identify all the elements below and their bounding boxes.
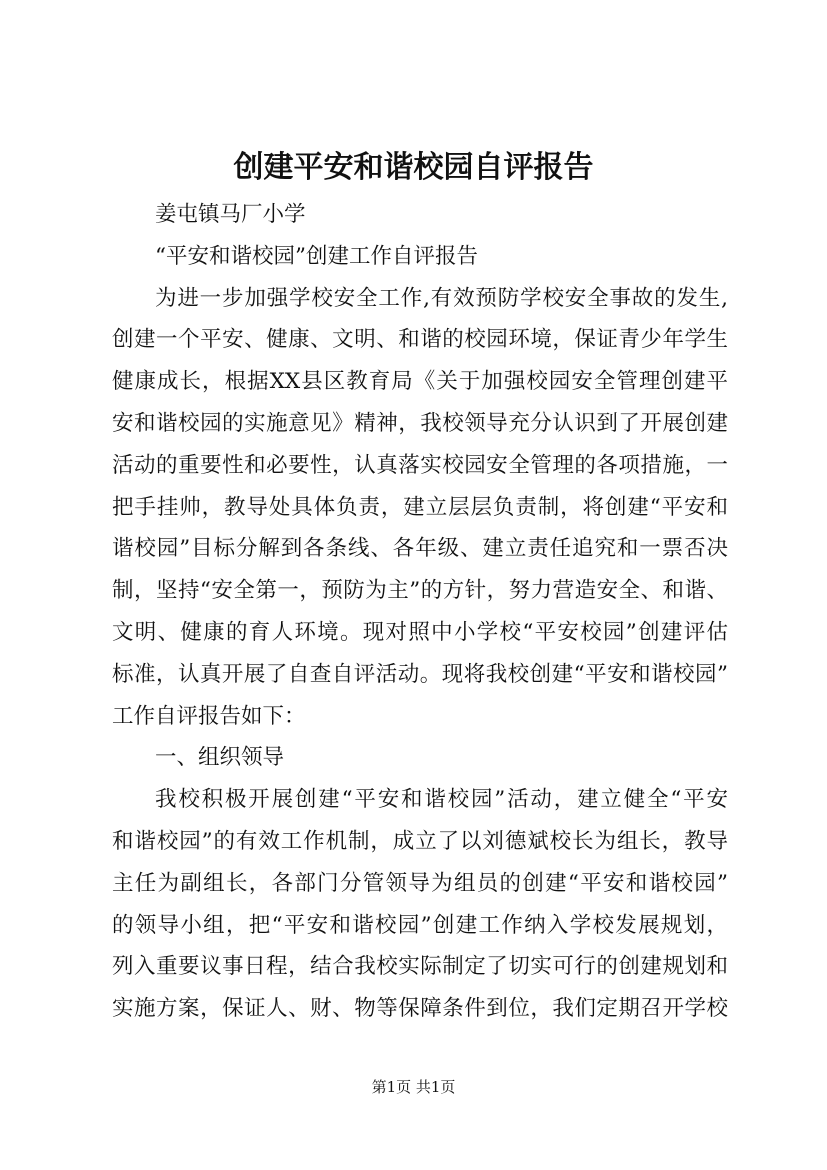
body-line: “平安和谐校园”创建工作自评报告 (155, 243, 478, 269)
document-body (112, 194, 728, 1030)
body-line: 创建一个平安、健康、文明、和谐的校园环境，保证青少年学生 (112, 327, 728, 353)
body-line: 标准，认真开展了自查自评活动。现将我校创建“平安和谐校园” (112, 661, 728, 687)
body-line: 谐校园”目标分解到各条线、各年级、建立责任追究和一票否决 (112, 536, 728, 562)
body-line: 我校积极开展创建“平安和谐校园”活动，建立健全“平安 (155, 787, 728, 813)
body-line: 工作自评报告如下： (112, 703, 306, 729)
section-heading: 一、组织领导 (155, 745, 285, 771)
body-line: 文明、健康的育人环境。现对照中小学校“平安校园”创建评估 (112, 619, 728, 645)
document-title: 创建平安和谐校园自评报告 (233, 150, 594, 185)
body-line: 健康成长，根据XX县区教育局《关于加强校园安全管理创建平 (112, 369, 728, 395)
page-footer: 第1页 共1页 (371, 1078, 456, 1096)
body-line: 活动的重要性和必要性，认真落实校园安全管理的各项措施，一 (112, 452, 728, 478)
body-line: 姜屯镇马厂小学 (155, 202, 306, 227)
body-line: 为进一步加强学校安全工作,有效预防学校安全事故的发生, (155, 285, 728, 311)
body-line: 的领导小组，把“平安和谐校园”创建工作纳入学校发展规划， (112, 912, 728, 938)
body-line: 制，坚持“安全第一，预防为主”的方针，努力营造安全、和谐、 (112, 578, 728, 604)
body-line: 列入重要议事日程，结合我校实际制定了切实可行的创建规划和 (112, 954, 728, 980)
body-line: 实施方案，保证人、财、物等保障条件到位，我们定期召开学校 (112, 996, 728, 1022)
body-line: 把手挂帅，教导处具体负责，建立层层负责制，将创建“平安和 (112, 494, 728, 520)
body-line: 主任为副组长，各部门分管领导为组员的创建“平安和谐校园” (112, 870, 728, 896)
body-line: 安和谐校园的实施意见》精神，我校领导充分认识到了开展创建 (112, 410, 728, 436)
body-line: 和谐校园”的有效工作机制，成立了以刘德斌校长为组长，教导 (112, 828, 728, 854)
